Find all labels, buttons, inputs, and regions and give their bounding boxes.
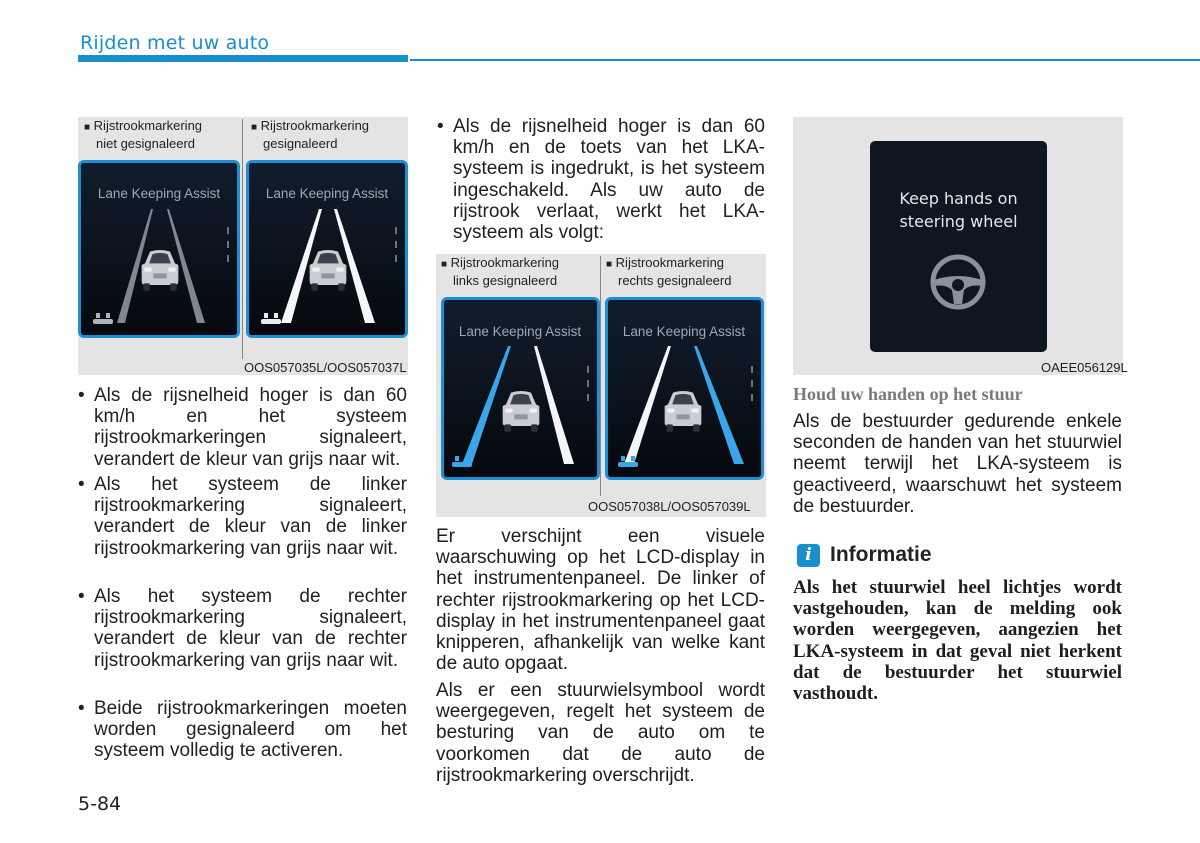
figure-divider — [242, 119, 243, 359]
caption-left: ■ Rijstrookmarkering niet gesignaleerd — [84, 118, 203, 151]
paragraph: Als de bestuurder gedurende enkele seconden de handen van het stuurwiel neemt terwijl het LKA-systeem is geactiveerd, waarschuwt het systeem de bestuurder. — [793, 411, 1122, 517]
screen-title: Lane Keeping Assist — [97, 186, 221, 201]
figure-code: OOS057035L/OOS057037L — [244, 360, 407, 375]
steering-wheel-icon — [928, 252, 988, 312]
screen-title: Lane Keeping Assist — [622, 324, 746, 339]
header-rule — [410, 59, 1200, 61]
info-title: Informatie — [830, 543, 932, 566]
lka-screen-lines-detected — [246, 160, 408, 338]
lka-screen-left-departure — [441, 297, 600, 480]
lka-screen-right-departure — [605, 297, 764, 480]
figure-code: OAEE056129L — [1041, 360, 1128, 375]
warning-message: Keep hands on steering wheel — [899, 189, 1018, 231]
square-bullet-icon: ■ — [251, 122, 258, 133]
subheading: Houd uw handen op het stuur — [793, 384, 1023, 404]
caption-right: ■ Rijstrookmarkering rechts gesignaleerd — [606, 255, 732, 288]
header-accent-bar — [78, 55, 408, 62]
square-bullet-icon: ■ — [84, 122, 91, 133]
caption-right: ■ Rijstrookmarkering gesignaleerd — [251, 118, 370, 151]
paragraph: Er verschijnt een visuele waarschuwing op het LCD-display in het instrumentenpaneel. De linker of rechter rijstrookmarkering op het LCD-display in het instrumentenpaneel gaat knipperen, afhankelijk van welke kant de auto opgaat. — [436, 526, 765, 675]
square-bullet-icon: ■ — [606, 259, 613, 270]
screen-title: Lane Keeping Assist — [458, 324, 582, 339]
page-number: 5-84 — [78, 793, 122, 815]
hands-off-warning-screen — [870, 141, 1047, 352]
lka-screen-no-lines — [78, 160, 240, 338]
figure-divider — [600, 256, 601, 496]
figure-code: OOS057038L/OOS057039L — [588, 499, 751, 514]
screen-title: Lane Keeping Assist — [265, 186, 389, 201]
section-title: Rijden met uw auto — [80, 32, 270, 54]
square-bullet-icon: ■ — [441, 259, 448, 270]
info-icon: i — [797, 544, 820, 567]
paragraph: Als er een stuurwielsymbool wordt weergegeven, regelt het systeem de besturing van de auto om te voorkomen dat de auto de rijstrookmarkering overschrijdt. — [436, 680, 765, 786]
caption-left: ■ Rijstrookmarkering links gesignaleerd — [441, 255, 560, 288]
info-text: Als het stuurwiel heel lichtjes wordt vastgehouden, kan de melding ook worden weergegeven, aangezien het LKA-systeem in dat geval niet herkent dat de bestuurder het stuurwiel vasthoudt. — [793, 577, 1122, 705]
